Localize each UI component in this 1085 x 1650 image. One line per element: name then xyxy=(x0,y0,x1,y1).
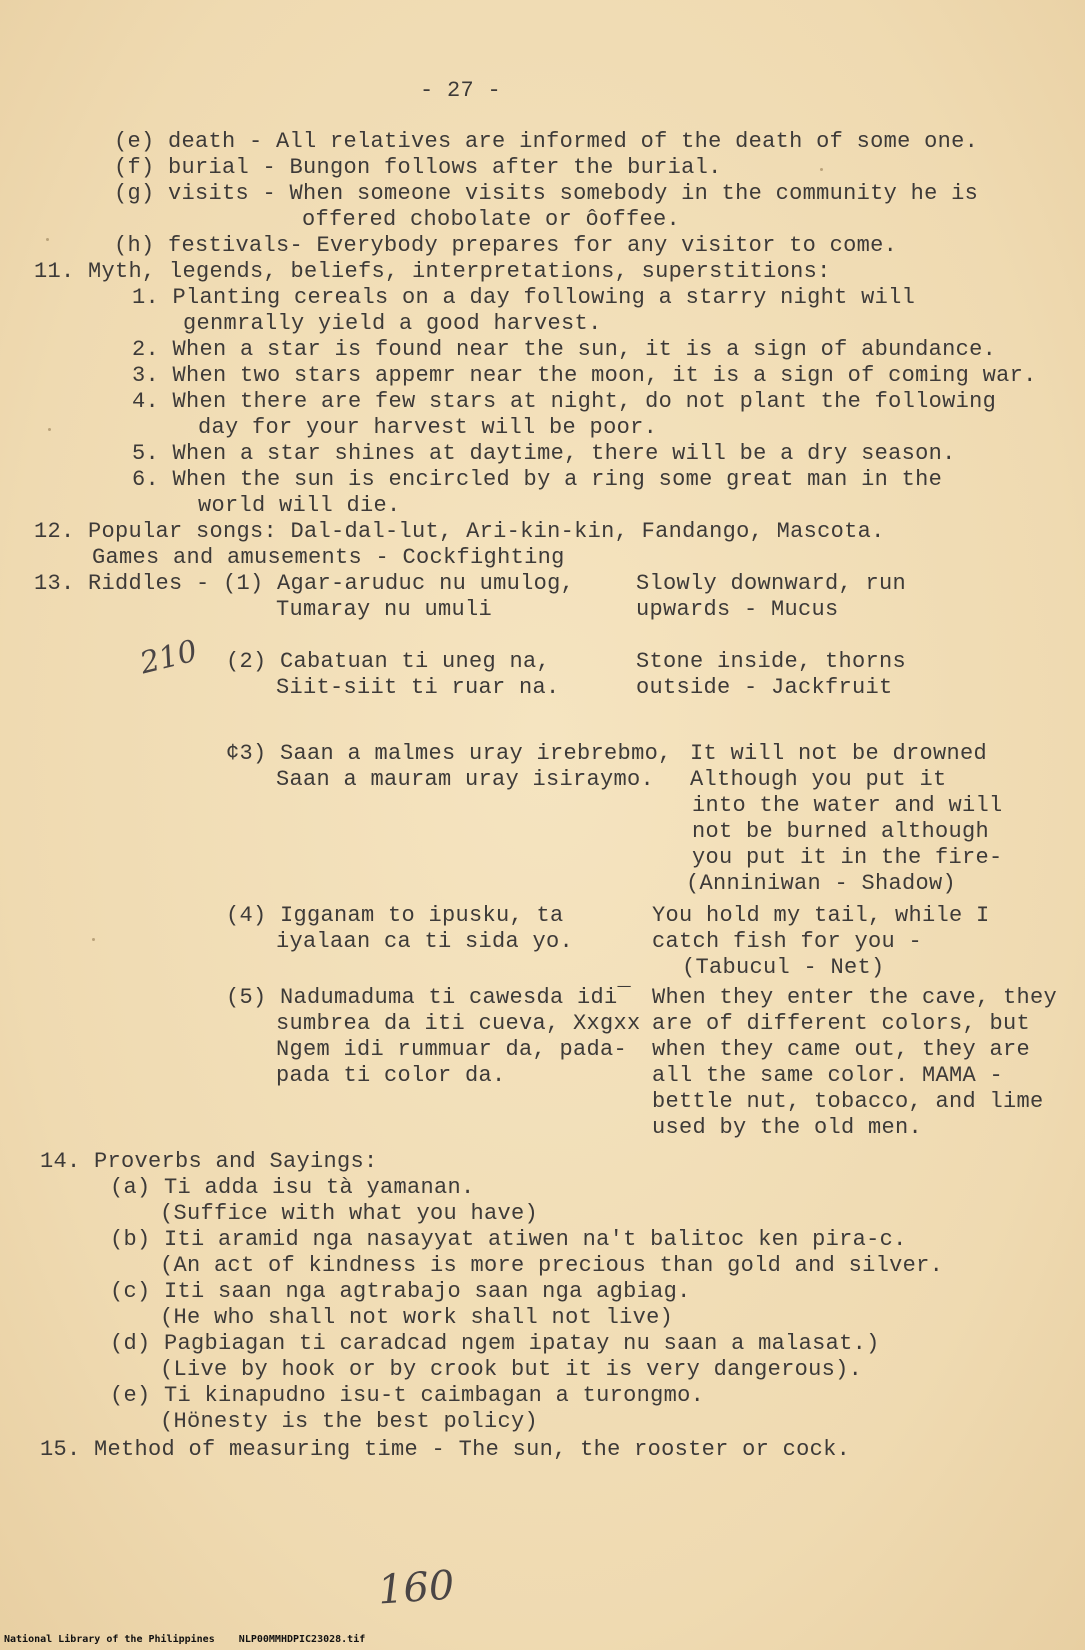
handwritten-margin-number: 210 xyxy=(136,633,201,682)
archive-footer: National Library of the Philippines NLP00MMHDPIC23028.tif xyxy=(4,1634,366,1645)
text-line: day for your harvest will be poor. xyxy=(198,415,658,440)
text-line: (5) Nadumaduma ti cawesda idi‾ xyxy=(226,985,632,1010)
text-line: (He who shall not work shall not live) xyxy=(160,1305,674,1330)
text-line: ¢3) Saan a malmes uray irebrebmo, xyxy=(226,741,672,766)
text-line: catch fish for you - xyxy=(652,929,923,954)
text-line: 2. When a star is found near the sun, it is a sign of abundance. xyxy=(132,337,997,362)
text-line: genmrally yield a good harvest. xyxy=(183,311,602,336)
text-line: 6. When the sun is encircled by a ring some great man in the xyxy=(132,467,943,492)
paper-speck xyxy=(48,428,51,431)
text-line: (Live by hook or by crook but it is very dangerous). xyxy=(160,1357,863,1382)
text-line: all the same color. MAMA - xyxy=(652,1063,1004,1088)
text-line: world will die. xyxy=(198,493,401,518)
text-line: (e) death - All relatives are informed of the death of some one. xyxy=(114,129,979,154)
text-line: Saan a mauram uray isiraymo. xyxy=(276,767,655,792)
text-line: into the water and will xyxy=(692,793,1003,818)
text-line: It will not be drowned xyxy=(690,741,988,766)
text-line: sumbrea da iti cueva, Xxgxx xyxy=(276,1011,641,1036)
text-line: (e) Ti kinapudno isu-t caimbagan a turongmo. xyxy=(110,1383,705,1408)
text-line: (An act of kindness is more precious than gold and silver. xyxy=(160,1253,944,1278)
text-line: offered chobolate or ôoffee. xyxy=(302,207,681,232)
text-line: upwards - Mucus xyxy=(636,597,839,622)
text-line: When they enter the cave, they xyxy=(652,985,1058,1010)
paper-speck xyxy=(46,238,49,241)
text-line: iyalaan ca ti sida yo. xyxy=(276,929,574,954)
text-line: Tumaray nu umuli xyxy=(276,597,493,622)
handwritten-page-number: 160 xyxy=(376,1562,456,1614)
text-line: are of different colors, but xyxy=(652,1011,1031,1036)
text-line: 14. Proverbs and Sayings: xyxy=(40,1149,378,1174)
paper-speck xyxy=(92,938,95,941)
text-line: (Anniniwan - Shadow) xyxy=(686,871,957,896)
text-line: (a) Ti adda isu tà yamanan. xyxy=(110,1175,475,1200)
text-line: (h) festivals- Everybody prepares for any visitor to come. xyxy=(114,233,898,258)
text-line: you put it in the fire- xyxy=(692,845,1003,870)
text-line: (Tabucul - Net) xyxy=(682,955,885,980)
text-line: 1. Planting cereals on a day following a starry night will xyxy=(132,285,916,310)
paper-speck xyxy=(820,168,823,171)
page-number: - 27 - xyxy=(420,78,502,103)
text-line: 5. When a star shines at daytime, there will be a dry season. xyxy=(132,441,956,466)
text-line: bettle nut, tobacco, and lime xyxy=(652,1089,1044,1114)
text-line: 11. Myth, legends, beliefs, interpretations, superstitions: xyxy=(34,259,831,284)
text-line: when they came out, they are xyxy=(652,1037,1031,1062)
text-line: (g) visits - When someone visits somebody in the community he is xyxy=(114,181,979,206)
text-line: (Suffice with what you have) xyxy=(160,1201,539,1226)
text-line: pada ti color da. xyxy=(276,1063,506,1088)
text-line: (4) Igganam to ipusku, ta xyxy=(226,903,564,928)
text-line: 3. When two stars appemr near the moon, it is a sign of coming war. xyxy=(132,363,1037,388)
text-line: not be burned although xyxy=(692,819,990,844)
text-line: outside - Jackfruit xyxy=(636,675,893,700)
text-line: You hold my tail, while I xyxy=(652,903,990,928)
text-line: (2) Cabatuan ti uneg na, xyxy=(226,649,551,674)
text-line: (d) Pagbiagan ti caradcad ngem ipatay nu saan a malasat.) xyxy=(110,1331,880,1356)
text-line: Siit-siit ti ruar na. xyxy=(276,675,560,700)
text-line: Games and amusements - Cockfighting xyxy=(92,545,565,570)
text-line: 15. Method of measuring time - The sun, the rooster or cock. xyxy=(40,1437,851,1462)
text-line: Ngem idi rummuar da, pada- xyxy=(276,1037,628,1062)
text-line: (f) burial - Bungon follows after the burial. xyxy=(114,155,722,180)
text-line: used by the old men. xyxy=(652,1115,923,1140)
text-line: 13. Riddles - (1) Agar-aruduc nu umulog, xyxy=(34,571,575,596)
text-line: 12. Popular songs: Dal-dal-lut, Ari-kin-kin, Fandango, Mascota. xyxy=(34,519,885,544)
text-line: (Hönesty is the best policy) xyxy=(160,1409,539,1434)
text-line: Slowly downward, run xyxy=(636,571,907,596)
text-line: Stone inside, thorns xyxy=(636,649,907,674)
text-line: 4. When there are few stars at night, do not plant the following xyxy=(132,389,997,414)
text-line: (c) Iti saan nga agtrabajo saan nga agbiag. xyxy=(110,1279,691,1304)
text-line: Although you put it xyxy=(690,767,947,792)
text-line: (b) Iti aramid nga nasayyat atiwen na't balitoc ken pira-c. xyxy=(110,1227,907,1252)
